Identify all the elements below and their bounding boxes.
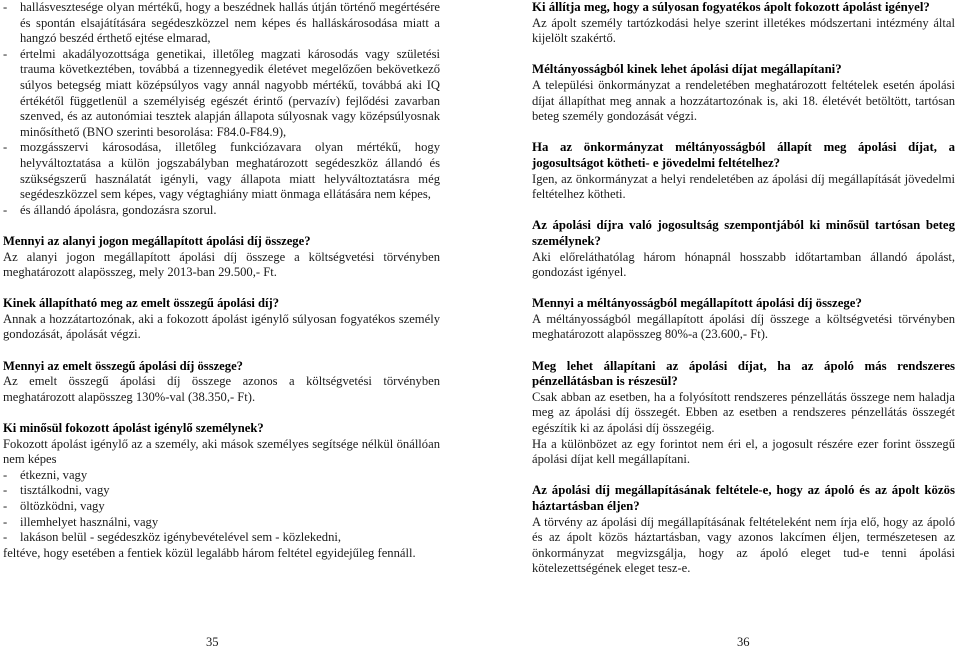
list-item: - értelmi akadályozottsága genetikai, illetőleg magzati károsodás vagy születési trauma következtében, továbbá a tizennegyedik életévet megelőzően bekövetkező súlyos betegség miatt középsúlyos vagy annál nagyobb mértékű, továbbá aki IQ értékétől függetlenül a személyiség egészét érintő (pervazív) fejlődési zavarban szenved, és az autonómiai tesztek alapján állapota súlyosnak vagy középsúlyosnak minősíthető (BNO szerinti besorolása: F84.0-F84.9),	[3, 46, 440, 139]
section-body: Az ápolt személy tartózkodási helye szerint illetékes módszertani intézmény által kijelölt szakértő.	[532, 15, 955, 46]
list-dash: -	[3, 499, 8, 513]
section-body: Annak a hozzátartozónak, aki a fokozott ápolást igénylő súlyosan fogyatékos személy gondozását, ápolását végzi.	[3, 311, 440, 342]
section-body: A méltányosságból megállapított ápolási díj összege a költségvetési törvényben meghatározott alapösszeg 80%-a (23.600,- Ft).	[532, 311, 955, 342]
section-body: Az emelt összegű ápolási díj összege azonos a költségvetési törvényben meghatározott alapösszeg 130%-val (38.350,- Ft).	[3, 374, 440, 404]
section-body: A törvény az ápolási díj megállapításának feltételeként nem írja elő, hogy az ápoló és az ápolt közös háztartásban, vagy azonos lakcímen éljen, természetesen az önkormányzat megvizsgálja, hogy az ápoló eleget tud-e tenni ápolási kötelezettségének eleget tesz-e.	[532, 514, 955, 576]
section-heading: Ha az önkormányzat méltányosságból állapít meg ápolási díjat, a jogosultságot kötheti- e jövedelmi feltételhez?	[532, 140, 955, 170]
page-number-left: 35	[206, 635, 219, 649]
section-heading: Mennyi az alanyi jogon megállapított ápolási díj összege?	[3, 233, 311, 248]
section-heading: Az ápolási díjra való jogosultság szempontjából ki minősül tartósan beteg személynek?	[532, 218, 955, 248]
page-number-right: 36	[737, 635, 750, 649]
list-dash: -	[3, 140, 8, 155]
list-item: - tisztálkodni, vagy	[3, 483, 110, 498]
list-item: - és állandó ápolásra, gondozásra szorul.	[3, 202, 217, 217]
list-dash: -	[3, 514, 8, 529]
section-body: Ha a különbözet az egy forintot nem éri el, a jogosult részére ezer forint összegű ápolási díjat kell megállapítani.	[532, 436, 955, 467]
list-dash: -	[3, 530, 8, 545]
section-heading: Méltányosságból kinek lehet ápolási díjat megállapítani?	[532, 62, 842, 77]
section-body: feltéve, hogy esetében a fentiek közül legalább három feltétel egyidejűleg fennáll.	[3, 545, 416, 560]
section-heading: Az ápolási díj megállapításának feltétele-e, hogy az ápoló és az ápolt közös háztartásban éljen?	[532, 483, 955, 513]
section-body: Fokozott ápolást igénylő az a személy, aki mások személyes segítsége nélkül önállóan nem képes	[3, 436, 440, 467]
section-heading: Mennyi a méltányosságból megállapított ápolási díj összege?	[532, 296, 862, 311]
section-heading: Mennyi az emelt összegű ápolási díj összege?	[3, 358, 243, 373]
list-dash: -	[3, 0, 8, 14]
list-item: - mozgásszervi károsodása, illetőleg funkciózavara olyan mértékű, hogy helyváltoztatása a külön jogszabályban meghatározott segédeszköz állandó és szükségszerű használatát igényli, vagy állapota miatt helyváltoztatásra még segédeszközzel sem képes, vagy végtaghiány miatt önmaga ellátására nem képes,	[3, 140, 440, 202]
section-body: Csak abban az esetben, ha a folyósított rendszeres pénzellátás összege nem haladja meg az ápolási díj összegét. Ebben az esetben a rendszeres pénzellátás összegét egészítik ki az ápolási díj összegéig.	[532, 389, 955, 436]
left-page	[3, 0, 440, 561]
section-heading: Ki minősül fokozott ápolást igénylő személynek?	[3, 421, 264, 436]
section-body: Aki előreláthatólag három hónapnál hosszabb időtartamban állandó ápolást, gondozást igényel.	[532, 249, 955, 280]
list-dash: -	[3, 46, 8, 61]
section-heading: Kinek állapítható meg az emelt összegű ápolási díj?	[3, 296, 280, 311]
section-body: Igen, az önkormányzat a helyi rendeletében az ápolási díj megállapítását jövedelmi feltételhez kötheti.	[532, 171, 955, 202]
list-dash: -	[3, 483, 8, 498]
list-item: - öltözködni, vagy	[3, 499, 105, 513]
list-dash: -	[3, 202, 8, 217]
list-item: - hallásvesztesége olyan mértékű, hogy a beszédnek hallás útján történő megértésére és spontán elsajátítására segédeszközzel nem képes és halláskárosodása miatt a hangzó beszéd érthető ejtése elmarad,	[3, 0, 440, 46]
list-dash: -	[3, 467, 8, 482]
list-item: - illemhelyet használni, vagy	[3, 514, 159, 529]
list-item: - étkezni, vagy	[3, 467, 88, 482]
section-body: A települési önkormányzat a rendeletében meghatározott feltételek esetén ápolási díjat állapíthat meg annak a hozzátartozónak is, aki 18. életévét betöltött, tartósan beteg személy gondozását végzi.	[532, 77, 955, 124]
section-heading: Ki állítja meg, hogy a súlyosan fogyatékos ápolt fokozott ápolást igényel?	[532, 0, 930, 14]
right-page	[532, 0, 955, 577]
section-body: Az alanyi jogon megállapított ápolási díj összege a költségvetési törvényben meghatározott alapösszeg, mely 2013-ban 29.500,- Ft.	[3, 249, 440, 280]
list-item: - lakáson belül - segédeszköz igénybevételével sem - közlekedni,	[3, 530, 342, 545]
section-heading: Meg lehet állapítani az ápolási díjat, ha az ápoló más rendszeres pénzellátásban is részesül?	[532, 358, 955, 389]
